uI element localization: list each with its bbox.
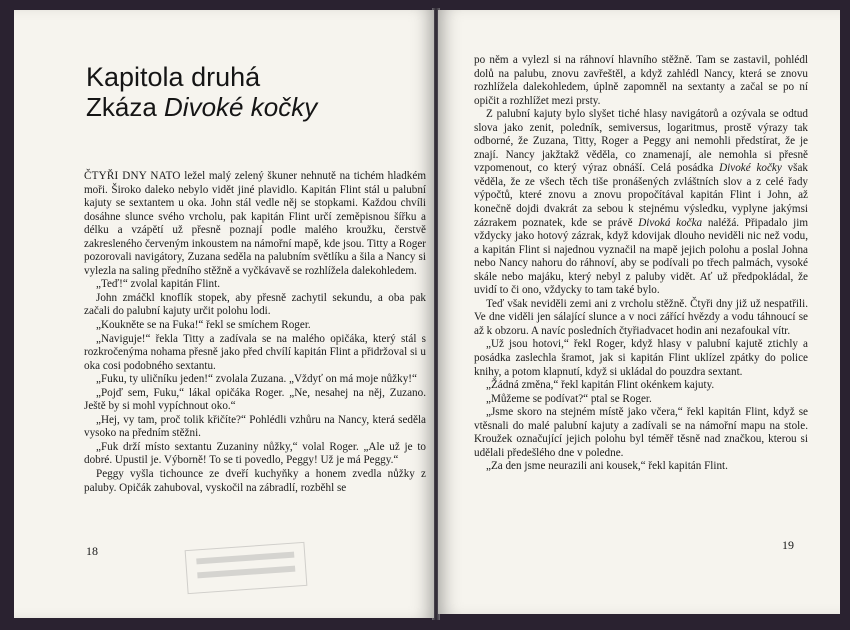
- italic-ship-name: Divoká kočka: [638, 216, 703, 229]
- paragraph-text: však věděla, že ze všech těch tiše pronášených zvláštních slov a z celé řady výpočtů, které znovu a znovu propočítával kapitán Flint i John, až konečně dojdi dvakrát za sebou k stejnému výsledku, vyplyne jakýmsi zázrakem poznatek, kde se právě: [474, 162, 808, 229]
- lead-caps: ČTYŘI DNY NATO: [84, 170, 181, 182]
- paragraph-text: Z palubní kajuty bylo slyšet tiché hlasy navigátorů a ozývala se odtud slova jako zenit, poledník, semiversus, logaritmus, prostě výrazy tak odborné, že Zuzana, Titty, Roger a Peggy ani nemohli předstírat, že je znají. Nancy jakžtakž věděla, co znamenají, ale nemohla si přesně vzpomenout, co který výraz obnáší. Celá posádka: [474, 108, 808, 175]
- paragraph: „Jsme skoro na stejném místě jako včera,“ řekl kapitán Flint, když se vtěsnali do malé palubní kajuty a zadívali se na námořní mapu na stole. Kroužek označující jejich polohu byl téměř těsně nad značkou, kterou si udělali předešlého dne v poledne.: [474, 406, 808, 459]
- paragraph: „Pojď sem, Fuku,“ lákal opičáka Roger. „Ne, nesahej na něj, Zuzano. Ještě by si mohl vypíchnout oko.“: [84, 386, 426, 413]
- right-page-text: [474, 54, 808, 474]
- chapter-heading: [86, 62, 416, 123]
- chapter-title-prefix: Zkáza: [86, 92, 165, 122]
- paragraph: „Za den jsme neurazili ani kousek,“ řekl kapitán Flint.: [486, 460, 728, 473]
- paragraph: „Teď!“ zvolal kapitán Flint.: [96, 278, 220, 291]
- paragraph: „Fuk drží místo sextantu Zuzaniny nůžky,“ volal Roger. „Ale už je to dobré. Upustil je. Výborně! To se ti povedlo, Peggy! Už je má Peggy.“: [84, 440, 426, 467]
- paragraph: „Žádná změna,“ řekl kapitán Flint okénkem kajuty.: [486, 379, 715, 392]
- paragraph: po něm a vylezl si na ráhnoví hlavního stěžně. Tam se zastavil, pohlédl dolů na palubu, znovu zavřeštěl, a když zahlédl Nancy, která se znovu rozhlížela dalekohledem, úplně zapomněl na sextanty a začal se po ní opičit a rozhlížet mezi prsty.: [474, 54, 808, 107]
- paragraph: „Fuku, ty uličníku jeden!“ zvolala Zuzana. „Vždyť on má moje nůžky!“: [96, 373, 417, 386]
- paragraph: [474, 108, 808, 298]
- stamp-line: [196, 552, 294, 565]
- paragraph: „Hej, vy tam, proč tolik křičíte?“ Pohlédli vzhůru na Nancy, která seděla vysoko na předním stěžni.: [84, 413, 426, 440]
- page-number-left: 18: [86, 544, 98, 558]
- paragraph: „Koukněte se na Fuka!“ řekl se smíchem Roger.: [96, 319, 311, 332]
- chapter-label: Kapitola druhá: [86, 62, 261, 92]
- right-page: [438, 10, 840, 614]
- paragraph: „Už jsou hotovi,“ řekl Roger, když hlasy v palubní kajutě ztichly a posádka zaslechla šramot, jak si kapitán Flint uklízel zpátky do police knihy, a potom klapnutí, když si ukládal do pouzdra sextant.: [474, 338, 808, 378]
- paragraph: „Můžeme se podívat?“ ptal se Roger.: [486, 392, 652, 405]
- chapter-title-name: Divoké kočky: [164, 92, 318, 122]
- page-number-right: 19: [782, 538, 794, 552]
- paragraph: Peggy vyšla tichounce ze dveří kuchyňky a honem zvedla nůžky z paluby. Opičák zahuboval, vyskočil na zábradlí, rozběhl se: [84, 468, 426, 494]
- italic-ship-name: Divoké kočky: [719, 162, 782, 175]
- paragraph: Teď však neviděli zemi ani z vrcholu stěžně. Čtyři dny již už nespatřili. Ve dne viděli jen sálající slunce a v noci zářící hvězdy a vodu táhnoucí se až k obzoru. A navíc posledních čtyřiadvacet hodin ani nezafoukal vítr.: [474, 297, 808, 337]
- chapter-title: [86, 92, 416, 123]
- paragraph-text: naléžá. Připadalo jim vždycky jako hotový zázrak, když kdovijak dlouho neviděli nic než vodu, a kapitán Flint si najednou vyznačil na mapě jejich polohu a poslal Johna nebo Nancy nahoru do ráhnoví, aby se podívali po třech palmách, vysoké skále nebo majáku, který nebyl z paluby vidět. Ať už předpokládal, že uvidí to či ono, vždycky to tam také bylo.: [474, 216, 809, 297]
- stamp-line: [197, 566, 295, 579]
- paragraph: John zmáčkl knoflík stopek, aby přesně zachytil sekundu, a oba pak začali do palubní kajuty určit polohu lodi.: [84, 291, 426, 318]
- paragraph-text: ležel malý zelený škuner nehnutě na tichém hladkém moři. Široko daleko nebylo vidět jiné plavidlo. Kapitán Flint stál u palubní kajuty se sextantem u oka. John stál vedle něj se stopkami. Každou chvíli dosáhne slunce svého vrcholu, pak kapitán Flint určí zeměpisnou šířku a délku a vzápětí už přesně poznají podle malého kroužku, čerstvě zakresleného červeným inkoustem na námořní mapě, kde jsou. Titty a Roger pozorovali navigátory, Zuzana seděla na palubním světlíku a šila a Nancy si vylezla na saling předního stěžně a vyčkávavě se rozhlížela dalekohledem.: [84, 170, 426, 277]
- paragraph: „Naviguje!“ řekla Titty a zadívala se na malého opičáka, který stál s rozkročenýma nohama přesně jako před chvílí kapitán Flint a přidržoval si u oka cosi podobného sextantu.: [84, 332, 426, 372]
- library-stamp: [185, 542, 308, 594]
- left-page-text: [84, 170, 426, 495]
- left-page: [14, 10, 434, 618]
- paragraph: [84, 170, 426, 278]
